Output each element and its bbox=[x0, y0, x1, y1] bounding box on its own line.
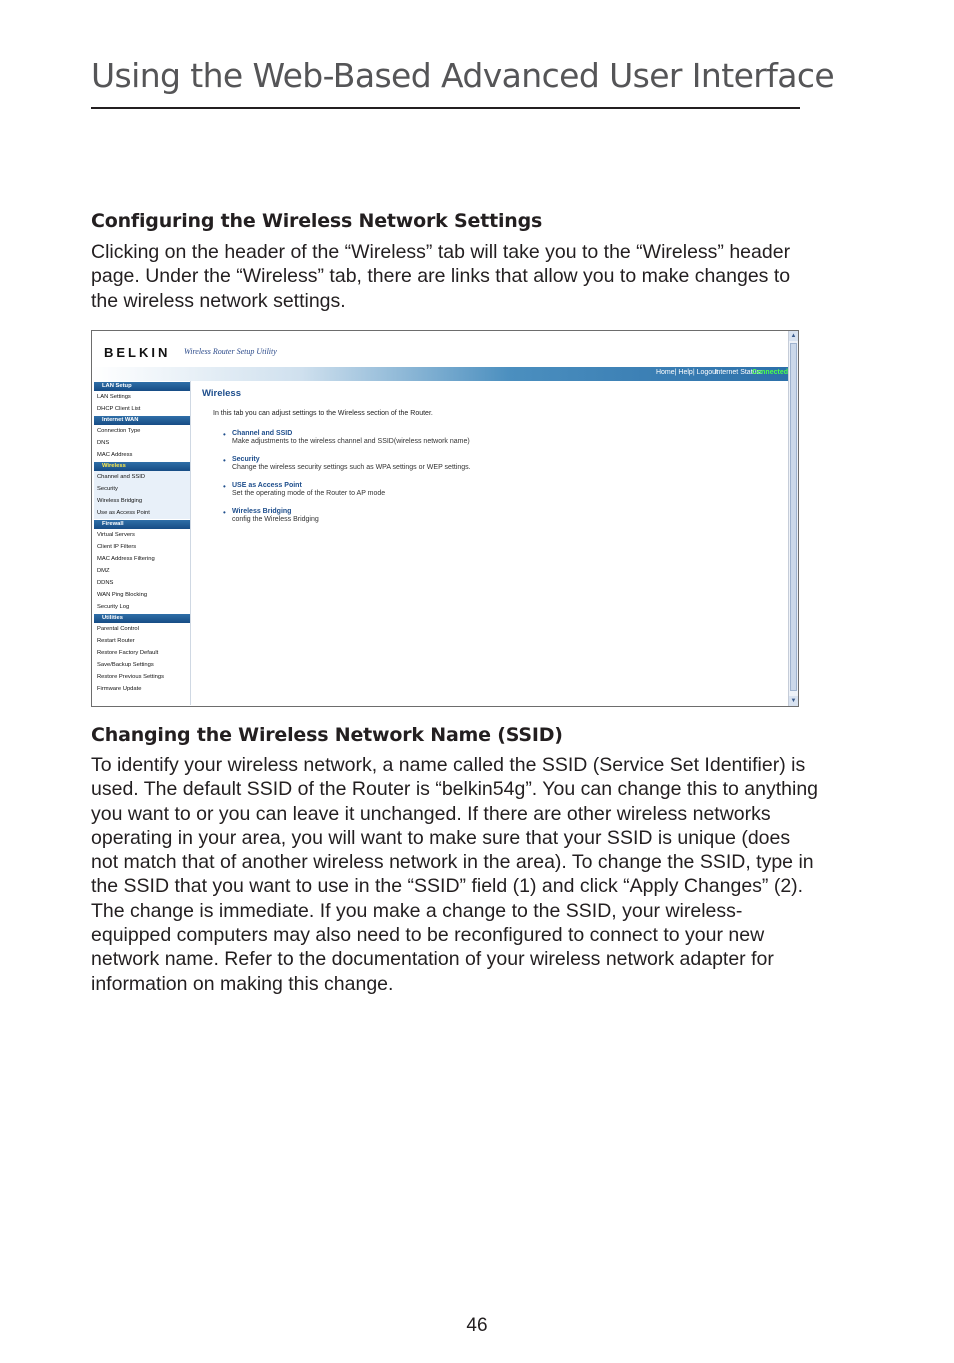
nav-item-wan-ping-blocking[interactable]: WAN Ping Blocking bbox=[97, 592, 148, 598]
wireless-link-title[interactable]: Security bbox=[232, 456, 260, 463]
nav-item-restart-router[interactable]: Restart Router bbox=[97, 638, 135, 644]
nav-item-mac-address[interactable]: MAC Address bbox=[97, 452, 133, 458]
nav-item-connection-type[interactable]: Connection Type bbox=[97, 428, 141, 434]
content-title: Wireless bbox=[202, 388, 241, 399]
scroll-thumb[interactable] bbox=[790, 343, 797, 691]
title-rule bbox=[91, 107, 800, 109]
bullet-icon: • bbox=[223, 482, 226, 491]
section-heading-wireless-settings: Configuring the Wireless Network Settings bbox=[91, 210, 543, 232]
scrollbar[interactable] bbox=[788, 331, 798, 706]
page-title: Using the Web-Based Advanced User Interface bbox=[91, 56, 835, 95]
wireless-link-title[interactable]: USE as Access Point bbox=[232, 482, 302, 489]
nav-item-use-as-access-point[interactable]: Use as Access Point bbox=[94, 507, 190, 519]
nav-item-ddns[interactable]: DDNS bbox=[97, 580, 114, 586]
wireless-link-title[interactable]: Wireless Bridging bbox=[232, 508, 292, 515]
router-ui-screenshot bbox=[91, 330, 799, 707]
nav-section-lan-setup[interactable]: LAN Setup bbox=[94, 382, 190, 391]
wireless-link-item bbox=[223, 430, 470, 446]
wireless-link-description: Make adjustments to the wireless channel and SSID(wireless network name) bbox=[232, 438, 470, 445]
nav-item-channel-and-ssid[interactable]: Channel and SSID bbox=[94, 471, 190, 483]
nav-item-parental-control[interactable]: Parental Control bbox=[97, 626, 139, 632]
nav-section-internet-wan[interactable]: Internet WAN bbox=[94, 416, 190, 425]
bullet-icon: • bbox=[223, 456, 226, 465]
top-nav-links[interactable]: Home| Help| Logout bbox=[655, 369, 718, 376]
section-body-wireless-settings: Clicking on the header of the “Wireless” tab will take you to the “Wireless” header page. Under the “Wireless” tab, there are links that allow you to make changes to the wireless network settings. bbox=[91, 241, 791, 312]
nav-item-mac-address-filtering[interactable]: MAC Address Filtering bbox=[97, 556, 155, 562]
nav-item-save-backup-settings[interactable]: Save/Backup Settings bbox=[97, 662, 154, 668]
section-heading-ssid: Changing the Wireless Network Name (SSID) bbox=[91, 724, 563, 746]
nav-item-restore-factory-default[interactable]: Restore Factory Default bbox=[97, 650, 159, 656]
nav-item-restore-previous-settings[interactable]: Restore Previous Settings bbox=[97, 674, 165, 680]
nav-item-security-log[interactable]: Security Log bbox=[97, 604, 130, 610]
bullet-icon: • bbox=[223, 430, 226, 439]
wireless-link-description: config the Wireless Bridging bbox=[232, 516, 319, 523]
wireless-link-title[interactable]: Channel and SSID bbox=[232, 430, 293, 437]
internet-status-label: Internet Status: bbox=[714, 369, 762, 376]
nav-section-utilities[interactable]: Utilities bbox=[94, 614, 190, 623]
page-number: 46 bbox=[466, 1315, 488, 1336]
bullet-icon: • bbox=[223, 508, 226, 517]
router-content bbox=[200, 386, 775, 704]
nav-item-dmz[interactable]: DMZ bbox=[97, 568, 110, 574]
nav-item-lan-settings[interactable]: LAN Settings bbox=[97, 394, 131, 400]
brand-logo: BELKIN bbox=[104, 345, 171, 360]
wireless-link-description: Change the wireless security settings such as WPA settings or WEP settings. bbox=[232, 464, 471, 471]
nav-section-wireless[interactable]: Wireless bbox=[94, 462, 190, 471]
scroll-down-button[interactable]: ▼ bbox=[790, 698, 797, 704]
wireless-link-description: Set the operating mode of the Router to AP mode bbox=[232, 490, 386, 497]
scroll-up-button[interactable]: ▲ bbox=[790, 333, 797, 339]
section-body-ssid: To identify your wireless network, a name called the SSID (Service Set Identifier) is used. The default SSID of the Router is “belkin54g”. You can change this to anything you want to or you can leave it unchanged. If there are other wireless networks operating in your area, you will want to make sure that your SSID is unique (does not match that of another wireless network in the area). To change the SSID, type in the SSID that you want to use in the “SSID” field (1) and click “Apply Changes” (2). The change is immediate. If you make a change to the SSID, your wireless-equipped computers may also need to be reconfigured to connect to your new network name. Refer to the documentation of your wireless network adapter for information on making this change. bbox=[91, 754, 819, 995]
nav-section-firewall[interactable]: Firewall bbox=[94, 520, 190, 529]
internet-status-value: Connected bbox=[751, 369, 788, 376]
nav-item-firmware-update[interactable]: Firmware Update bbox=[97, 686, 142, 692]
nav-item-virtual-servers[interactable]: Virtual Servers bbox=[97, 532, 135, 538]
nav-item-client-ip-filters[interactable]: Client IP Filters bbox=[97, 544, 137, 550]
wireless-link-item bbox=[223, 456, 471, 472]
router-sidebar bbox=[94, 381, 191, 705]
nav-item-security[interactable]: Security bbox=[94, 483, 190, 495]
content-intro: In this tab you can adjust settings to the Wireless section of the Router. bbox=[213, 410, 433, 417]
wireless-link-item bbox=[223, 508, 319, 524]
nav-item-dns[interactable]: DNS bbox=[97, 440, 110, 446]
brand-subtitle: Wireless Router Setup Utility bbox=[184, 347, 277, 356]
nav-item-dhcp-client-list[interactable]: DHCP Client List bbox=[97, 406, 141, 412]
wireless-link-item bbox=[223, 482, 386, 498]
nav-item-wireless-bridging[interactable]: Wireless Bridging bbox=[94, 495, 190, 507]
